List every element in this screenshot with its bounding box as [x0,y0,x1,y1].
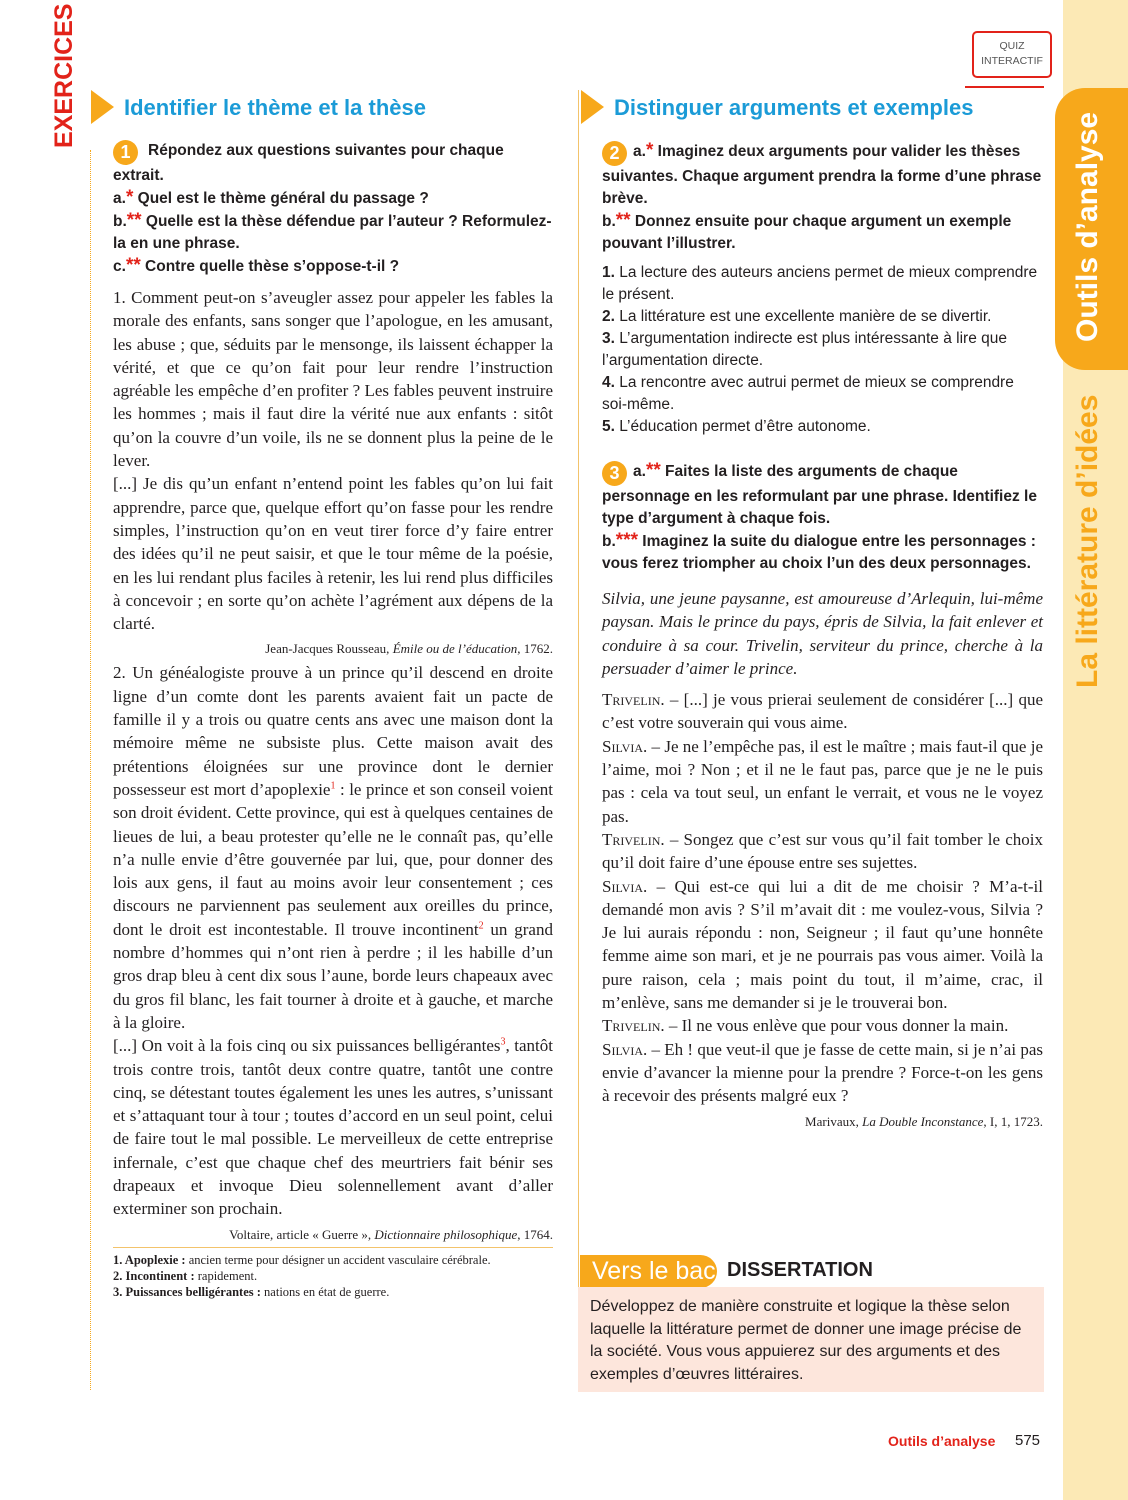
text-1-source: Jean-Jacques Rousseau, Émile ou de l’éducation, 1762. [265,641,553,657]
dialogue-line: Trivelin. – [...] je vous prierai seulement de considérer [...] que c’est votre souverain qui vous aime. [602,690,1043,733]
difficulty-stars: * [645,140,654,161]
vers-le-bac-tag: Vers le bac [580,1255,717,1288]
footnote: 1. Apoplexie : ancien terme pour désigner un accident vasculaire cérébrale. [113,1252,491,1267]
question-a: Faites la liste des arguments de chaque personnage en les reformulant par une phrase. Identifiez le type d’argument à chaque fois. [602,463,1037,527]
question-letter: a. [113,190,126,207]
list-item: 2. La littérature est une excellente manière de se divertir. [602,308,992,325]
list-item: 1. La lecture des auteurs anciens permet de mieux comprendre le présent. [602,264,1038,303]
question-letter: a. [633,463,646,480]
exercices-label: EXERCICES [50,3,78,148]
difficulty-stars: *** [615,530,638,551]
quiz-line1: QUIZ [999,40,1025,52]
text-1-paragraph-2: [...] Je dis qu’un enfant n’entend point les fables qu’on lui fait apprendre, parce que, quelque effort qu’on fasse pour les rendre simples, l’instruction qu’on en veut tirer force d’y faire entrer des idées qu’il ne peut saisir, et que le tour même de la poésie, en les lui rendant plus faciles à retenir, les lui rend plus difficiles à concevoir ; en sorte qu’on achète l’agrément aux dépens de la clarté. [113,474,553,634]
question-b: Imaginez la suite du dialogue entre les personnages : vous ferez triompher au choix l’un des deux personnages. [602,533,1036,572]
text-2-source: Voltaire, article « Guerre », Dictionnaire philosophique, 1764. [229,1226,553,1242]
list-item: 4. La rencontre avec autrui permet de mieux se comprendre soi-même. [602,374,1014,413]
list-item: 3. L’argumentation indirecte est plus intéressante à lire que l’argumentation directe. [602,330,1007,369]
dissertation-label: DISSERTATION [727,1259,873,1281]
quiz-underline [965,86,1044,88]
text-2-paragraph-1: 2. Un généalogiste prouve à un prince qu’il descend en droite ligne d’un comte dont les parents avaient fait un pacte de famille il y a trois ou quatre cents ans avec une maison dont la mémoire même ne subsiste plus. Cette maison avait des prétentions éloignées sur une province dont le dernier possesseur est mort d’apoplexie$^1$ : le prince et son conseil voient son droit évident. Cette province, qui est à quelques centaines de lieues de lui, a beau protester qu’elle ne le connaît pas, qu’elle n’a nulle envie d’être gouvernée par lui, que, pour donner des lois aux gens, il faut au moins avoir leur consentement ; ces discours ne parviennent pas seulement aux oreilles du prince, dont le droit est incontestable. Il trouve incontinent$^2$ un grand nombre d’hommes qui n’ont rien à perdre ; il les habille d’un gros drap bleu à cent dix sous l’aune, borde leurs chapeaux avec du gros fil blanc, les fait tourner à droite et à gauche, et marche à la gloire. [113,663,553,1032]
column-divider [578,90,579,1390]
triangle-icon [91,90,114,124]
dialogue-line: Trivelin. – Il ne vous enlève que pour vous donner la main. [602,1016,1009,1036]
exercise-number-badge: 3 [602,461,627,486]
list-item: 5. L’éducation permet d’être autonome. [602,418,871,435]
left-margin-line [90,150,91,1390]
exercise-number-badge: 2 [602,141,627,166]
dialogue [602,688,1043,1107]
dialogue-line: Trivelin. – Songez que c’est sur vous qu’il fait tomber le choix qu’il doit faire d’une épouse entre ses sujettes. [602,829,1043,873]
quiz-line2: INTERACTIF [981,55,1043,67]
question-letter: b. [113,213,127,230]
exercise-3-questions [602,460,1043,575]
footer-section-label: Outils d’analyse [888,1433,996,1449]
dialogue-intro: Silvia, une jeune paysanne, est amoureuse d’Arlequin, lui-même paysan. Mais le prince du pays, épris de Silvia, la fait enlever et conduire à sa cour. Trivelin, serviteur du prince, cherche à la persuader d’aimer le prince. [602,589,1043,678]
exercise-number-badge: 1 [113,140,138,165]
exercise-1-intro: Répondez aux questions suivantes pour chaque extrait. [113,142,504,184]
exercise-1-questions [113,140,553,278]
footnote-ref[interactable]: 3 [500,1036,506,1048]
triangle-icon [581,90,604,124]
dialogue-line: Silvia. – Eh ! que veut-il que je fasse de cette main, si je n’ai pas envie d’avancer la mienne pour la prendre ? Force-t-on les gens à recevoir des présents malgré eux ? [602,1039,1043,1106]
difficulty-stars: * [125,187,134,208]
question-a: Quel est le thème général du passage ? [137,190,429,207]
section-title-right: Distinguer arguments et exemples [614,95,974,120]
question-b: Quelle est la thèse défendue par l’auteur ? Reformulez-la en une phrase. [113,213,552,252]
footnote: 3. Puissances belligérantes : nations en état de guerre. [113,1284,390,1299]
quiz-interactif-button[interactable] [972,31,1052,78]
question-letter: a. [633,143,646,160]
thesis-list [602,262,1043,438]
difficulty-stars: ** [615,210,631,231]
footnote: 2. Incontinent : rapidement. [113,1268,258,1283]
dissertation-text: Développez de manière construite et logique la thèse selon laquelle la littérature permet de donner une image précise de la société. Vous vous appuierez sur des arguments et des exemples d’œuvres littéraires. [590,1298,1022,1383]
dialogue-line: Silvia. – Je ne l’empêche pas, il est le maître ; mais faut-il que je l’aime, moi ? Non ; et il ne le faut pas, parce que je ne le puis pas : cela va tout seul, un enfant le verrait, et vous ne le voyez pas. [602,736,1043,826]
dissertation-box [578,1287,1044,1392]
footnote-ref[interactable]: 2 [478,920,484,932]
difficulty-stars: ** [645,460,661,481]
footnotes [113,1252,553,1300]
section-title-left: Identifier le thème et la thèse [124,95,426,120]
difficulty-stars: ** [125,255,141,276]
text-1-paragraph-1: 1. Comment peut-on s’aveugler assez pour appeler les fables la morale des enfants, sans songer que l’apologue, en les amusant, les abuse ; que, séduits par le mensonge, ils laissent échapper la vérité, et que ce qu’on fait pour leur rendre l’instruction agréable les empêche d’en profiter ? Les fables peuvent instruire les hommes ; mais il faut dire la vérité nue aux enfants : sitôt qu’on la couvre d’un voile, ils ne se donnent plus la peine de le lever. [113,288,553,471]
page-number: 575 [1015,1432,1041,1449]
question-letter: b. [602,533,616,550]
text-2-paragraph-2: [...] On voit à la fois cinq ou six puissances belligérantes$^3$, tantôt trois contre trois, tantôt deux contre quatre, tantôt une contre cinq, se détestant toutes également les unes les autres, s’unissant et s’attaquant tour à tour ; toutes d’accord en un seul point, celui de faire tout le mal possible. Le merveilleux de cette entreprise infernale, c’est que chaque chef des meurtriers fait bénir ses drapeaux et invoque Dieu solennellement avant d’aller exterminer son prochain. [113,1036,554,1219]
question-letter: c. [113,258,126,275]
question-a: Imaginez deux arguments pour valider les thèses suivantes. Chaque argument prendra la forme d’une phrase brève. [602,143,1042,207]
question-letter: b. [602,213,616,230]
side-label-litterature: La littérature d’idées [1071,394,1104,688]
footnote-ref[interactable]: 1 [330,780,336,792]
question-b: Donnez ensuite pour chaque argument un exemple pouvant l’illustrer. [602,213,1012,252]
right-column [602,140,1043,1134]
dialogue-line: Silvia. – Qui est-ce qui lui a dit de me choisir ? M’a-t-il demandé mon avis ? S’il m’avait dit : me voulez-vous, Silvia ? Je lui aurais répondu : non, Seigneur ; il faut qu’une honnête femme aime son mari, et je ne pourrais pas vous aimer. Voilà la pure raison, cela ; mais point du tout, il m’aime, crac, il m’enlève, sans me demander si je le trouverai bon. [602,876,1043,1013]
side-label-outils: Outils d’analyse [1071,111,1104,342]
left-column [113,140,553,1300]
difficulty-stars: ** [126,210,142,231]
text-3-source: Marivaux, La Double Inconstance, I, 1, 1723. [805,1113,1043,1129]
question-c: Contre quelle thèse s’oppose-t-il ? [145,258,400,275]
exercise-2-questions [602,140,1043,255]
